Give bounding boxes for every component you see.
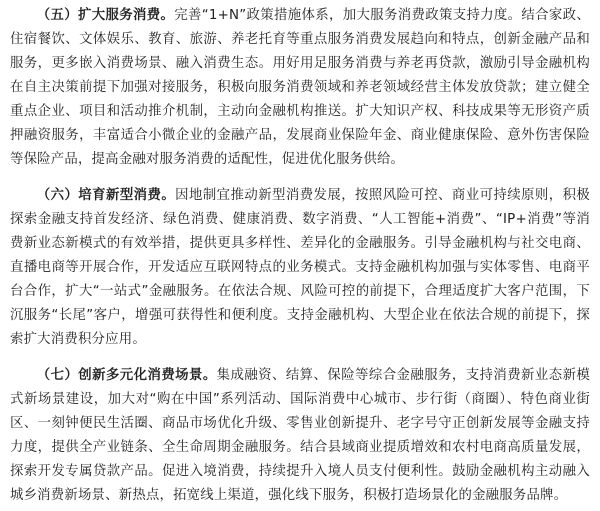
paragraph-consumption-scenarios [10,364,590,508]
paragraph-expand-service-consumption [10,4,590,172]
paragraph-heading: （六）培育新型消费。 [36,188,176,203]
paragraph-body: 因地制宜推动新型消费发展，按照风险可控、商业可持续原则，积极探索金融支持首发经济、绿色消费、健康消费、数字消费、“人工智能+消费”、“IP+消费”等消费新业态新模式的有效举措，提供更具多样性、差异化的金融服务。引导金融机构与社交电商、直播电商等开展合作，开发适应互联网特点的业务模式。支持金融机构加强与实体零售、电商平台合作，扩大“一站式”金融服务。在依法合规、风险可控的前提下，合理适度扩大客户范围，下沉服务“长尾”客户，增强可获得性和便利度。支持金融机构、大型企业在依法合规的前提下，探索扩大消费积分应用。 [10,188,591,347]
paragraph-heading: （七）创新多元化消费场景。 [36,368,217,383]
paragraph-body: 完善“1+N”政策措施体系，加大服务消费政策支持力度。结合家政、住宿餐饮、文体娱乐、教育、旅游、养老托育等重点服务消费发展趋向和特点，创新金融产品和服务，更多嵌入消费场景、融入消费生态。用好用足服务消费与养老再贷款，激励引导金融机构在自主决策前提下加强对接服务，积极向服务消费领域和养老领域经营主体发放贷款；建立健全重点企业、项目和活动推介机制，主动向金融机构推送。扩大知识产权、科技成果等无形资产质押融资服务，丰富适合小微企业的金融产品，发展商业保险年金、商业健康保险、意外伤害保险等保险产品，提高金融对服务消费的适配性，促进优化服务供给。 [10,8,590,167]
paragraph-new-consumption [10,184,590,352]
paragraph-heading: （五）扩大服务消费。 [36,8,175,23]
paragraph-body: 集成融资、结算、保险等综合金融服务，支持消费新业态新模式新场景建设，加大对“购在中国”系列活动、国际消费中心城市、步行街（商圈）、特色商业街区、一刻钟便民生活圈、商品市场优化升级、零售业创新提升、老字号守正创新发展等金融支持力度，提供全产业链条、全生命周期金融服务。结合县域商业提质增效和农村电商高质量发展，探索开发专属贷款产品。促进入境消费，持续提升入境人员支付便利性。鼓励金融机构主动融入城乡消费新场景、新热点，拓宽线上渠道，强化线下服务，积极打造场景化的金融服务品牌。 [10,368,590,503]
